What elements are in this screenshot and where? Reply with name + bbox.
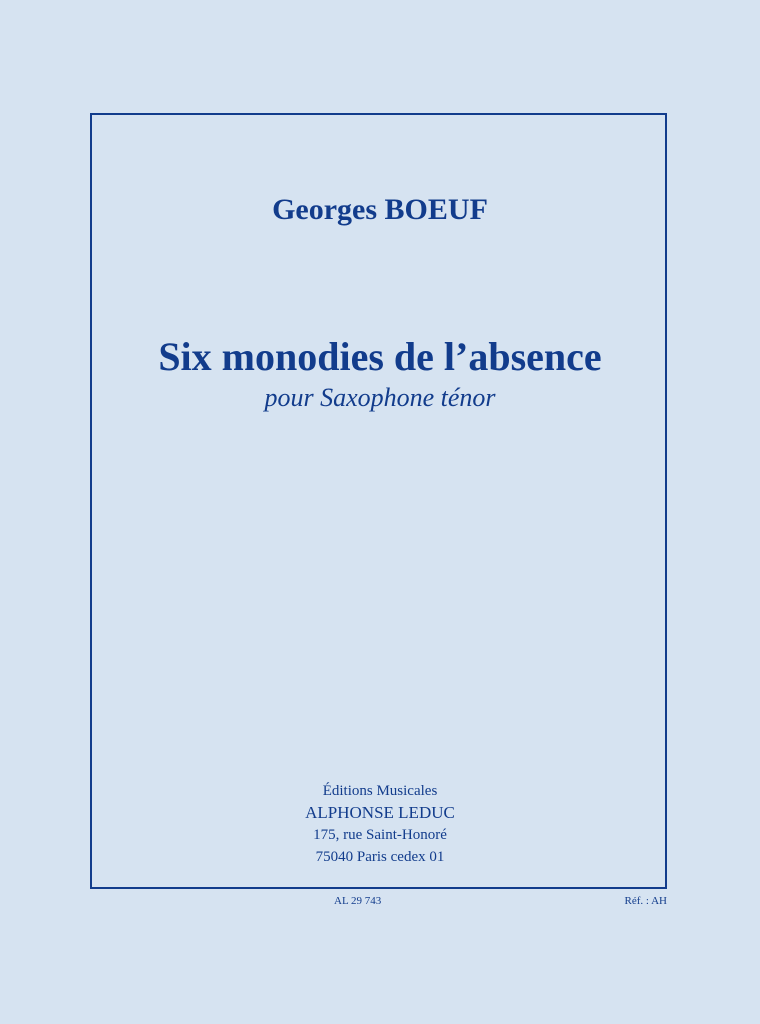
composer-name: Georges BOEUF: [272, 193, 488, 226]
catalog-number: AL 29 743: [334, 895, 382, 907]
publisher-name: ALPHONSE LEDUC: [305, 803, 455, 822]
instrumentation-subtitle: pour Saxophone ténor: [264, 383, 496, 412]
work-title: Six monodies de l’absence: [158, 334, 602, 379]
publisher-city-address: 75040 Paris cedex 01: [315, 849, 445, 865]
publisher-line-editions: Éditions Musicales: [322, 783, 438, 799]
publisher-block: [0, 780, 760, 868]
publisher-street-address: 175, rue Saint-Honoré: [313, 827, 447, 843]
reference-code: Réf. : AH: [624, 895, 667, 907]
